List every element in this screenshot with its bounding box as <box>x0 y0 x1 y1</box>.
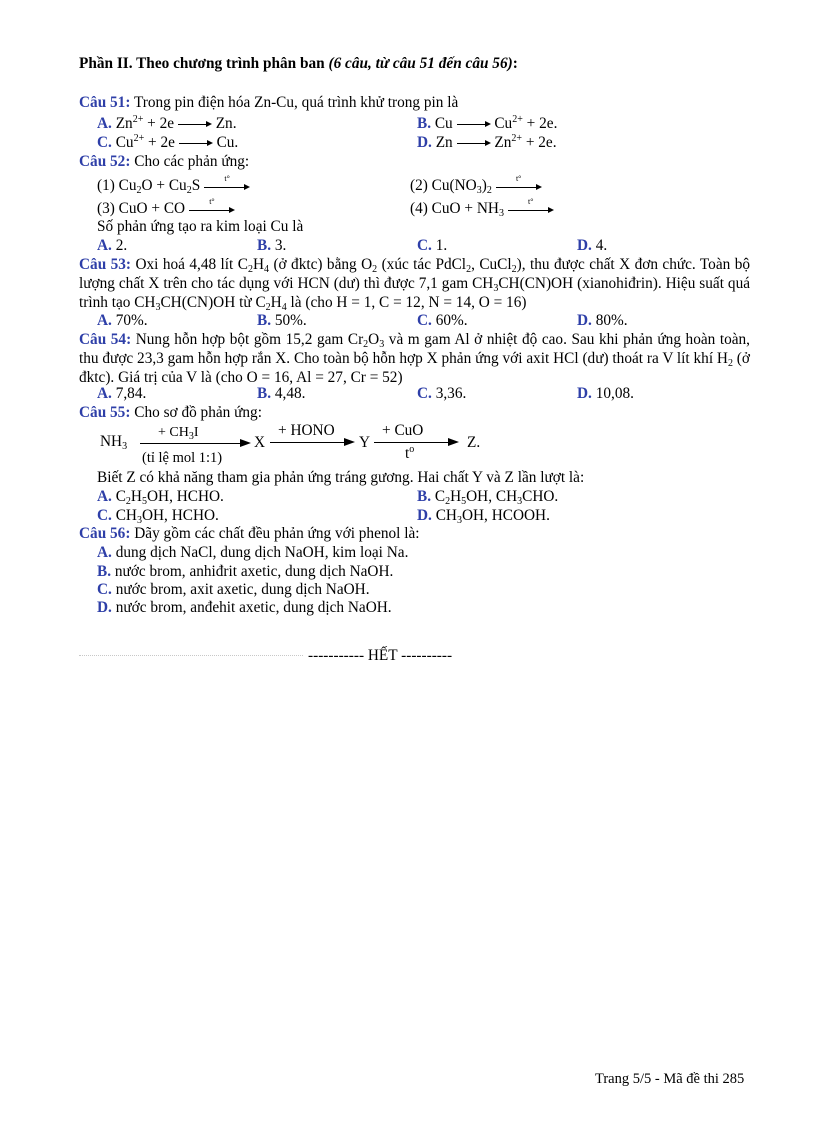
option-51-c[interactable]: C. $Cu^{2+} + 2e$ Cu. <box>97 133 239 151</box>
heat-arrow-icon: t° <box>508 202 554 216</box>
question-54: Câu 54: Nung hỗn hợp bột gồm 15,2 gam $Cr_2O_3$ và m gam Al ở nhiệt độ cao. Sau khi phản ứng hoàn toàn, thu được 23,3 gam hỗn hợp rắn X. Cho toàn bộ hỗn hợp X phản ứng với axit HCl (dư) thoát ra V lít khí $H_2$ (ở đktc). Giá trị của V là (cho O = 16, Al = 27, Cr = 52) <box>79 331 751 386</box>
option-54-c[interactable]: C. 3,36. <box>417 385 467 402</box>
scheme-x: X <box>254 434 266 451</box>
scheme-arrow-2-icon <box>270 442 344 443</box>
option-55-b[interactable]: B. $C_2H_5OH$, $CH_3CHO$. <box>417 488 559 507</box>
option-55-a[interactable]: A. $C_2H_5OH$, HCHO. <box>97 488 224 507</box>
reaction-1: (1) $Cu_2O + Cu_2S$ t° <box>97 177 250 195</box>
reaction-arrow-icon <box>178 119 212 129</box>
heat-arrow-icon: t° <box>189 202 235 216</box>
dotted-divider <box>79 655 303 656</box>
scheme-reagent-1: + $CH_3I$ <box>158 425 199 442</box>
question-label: Câu 54: <box>79 331 132 348</box>
scheme-arrow-3-icon <box>374 442 448 443</box>
scheme-arrowhead-3-icon <box>448 438 459 446</box>
question-55-prompt: Biết Z có khả năng tham gia phản ứng tráng gương. Hai chất Y và Z lần lượt là: <box>97 469 585 486</box>
option-52-a[interactable]: A. 2. <box>97 237 128 254</box>
question-text: Trong pin điện hóa Zn-Cu, quá trình khử trong pin là <box>133 94 459 111</box>
option-52-b[interactable]: B. 3. <box>257 237 287 254</box>
question-label: Câu 56: <box>79 525 131 542</box>
option-51-b[interactable]: B. Cu $Cu^{2+} + 2e$. <box>417 114 558 132</box>
scheme-start: $NH_3$ <box>100 433 128 452</box>
scheme-arrowhead-1-icon <box>240 439 251 447</box>
question-51 <box>79 94 458 112</box>
option-56-b[interactable]: B. nước brom, anhiđrit axetic, dung dịch NaOH. <box>97 563 394 580</box>
reaction-arrow-icon <box>457 119 491 129</box>
option-52-c[interactable]: C. 1. <box>417 237 448 254</box>
option-53-c[interactable]: C. 60%. <box>417 312 468 329</box>
option-51-a[interactable]: A. $Zn^{2+} + 2e$ Zn. <box>97 114 237 132</box>
option-55-d[interactable]: D. $CH_3OH$, HCOOH. <box>417 507 550 526</box>
option-53-b[interactable]: B. 50%. <box>257 312 307 329</box>
question-label: Câu 55: <box>79 404 131 421</box>
option-55-c[interactable]: C. $CH_3OH$, HCHO. <box>97 507 219 526</box>
option-53-d[interactable]: D. 80%. <box>577 312 628 329</box>
page-footer: Trang 5/5 - Mã đề thi 285 <box>595 1071 745 1087</box>
option-56-d[interactable]: D. nước brom, anđehit axetic, dung dịch NaOH. <box>97 599 392 616</box>
option-56-a[interactable]: A. dung dịch NaCl, dung dịch NaOH, kim loại Na. <box>97 544 409 561</box>
scheme-reagent-2: + HONO <box>278 422 335 439</box>
scheme-condition-3: $t^o$ <box>405 444 415 462</box>
reaction-arrow-icon <box>179 138 213 148</box>
scheme-arrow-1-icon <box>140 443 240 444</box>
scheme-condition-1: (tỉ lệ mol 1:1) <box>142 450 223 466</box>
option-54-d[interactable]: D. 10,08. <box>577 385 634 402</box>
question-53: Câu 53: Oxi hoá 4,48 lít $C_2H_4$ (ở đktc) bằng $O_2$ (xúc tác PdCl$_2$, CuCl$_2$), thu được chất X đơn chức. Toàn bộ lượng chất X trên cho tác dụng với HCN (dư) thì được 7,1 gam $CH_3CH(CN)OH$ (xianohiđrin). Hiệu suất quá trình tạo $CH_3CH(CN)OH$ từ $C_2H_4$ là (cho H = 1, C = 12, N = 14, O = 16) <box>79 256 751 313</box>
scheme-arrowhead-2-icon <box>344 438 355 446</box>
question-label: Câu 52: <box>79 153 131 170</box>
section-heading: Phần II. Theo chương trình phân ban (6 câu, từ câu 51 đến câu 56): <box>79 55 518 72</box>
reaction-arrow-icon <box>457 138 491 148</box>
scheme-y: Y <box>359 434 371 451</box>
heat-arrow-icon: t° <box>496 179 542 193</box>
end-marker: ----------- HẾT ---------- <box>308 647 453 664</box>
option-51-d[interactable]: D. Zn $Zn^{2+} + 2e$. <box>417 133 557 151</box>
question-52-prompt: Số phản ứng tạo ra kim loại Cu là <box>97 218 304 235</box>
heat-arrow-icon: t° <box>204 179 250 193</box>
question-55 <box>79 404 262 422</box>
option-52-d[interactable]: D. 4. <box>577 237 608 254</box>
question-text: Cho sơ đồ phản ứng: <box>134 404 262 421</box>
question-52 <box>79 153 249 171</box>
option-56-c[interactable]: C. nước brom, axit axetic, dung dịch NaOH. <box>97 581 370 598</box>
question-text: Cho các phản ứng: <box>134 153 250 170</box>
question-label: Câu 53: <box>79 256 132 273</box>
question-text: Dãy gồm các chất đều phản ứng với phenol là: <box>134 525 420 542</box>
question-label: Câu 51: <box>79 94 131 111</box>
reaction-4: (4) CuO + $NH_3$ t° <box>410 200 554 218</box>
option-54-a[interactable]: A. 7,84. <box>97 385 147 402</box>
scheme-z: Z. <box>467 434 481 451</box>
reaction-2: (2) $Cu(NO_3)_2$ t° <box>410 177 542 195</box>
question-56 <box>79 525 420 543</box>
scheme-reagent-3: + CuO <box>382 422 424 439</box>
option-54-b[interactable]: B. 4,48. <box>257 385 306 402</box>
option-53-a[interactable]: A. 70%. <box>97 312 148 329</box>
reaction-3: (3) CuO + CO t° <box>97 200 235 218</box>
